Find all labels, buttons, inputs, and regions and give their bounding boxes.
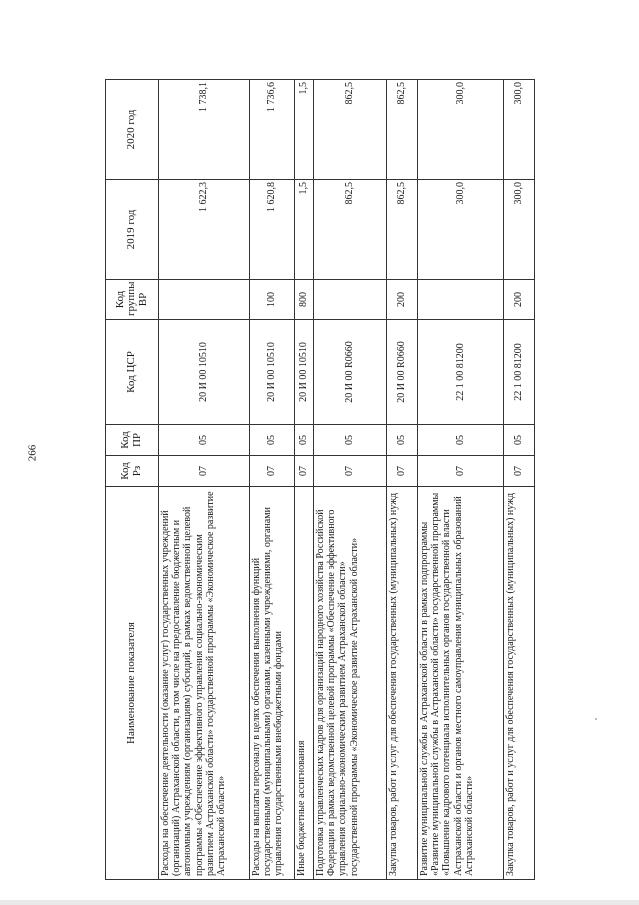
scan-speck	[595, 718, 597, 720]
header-2020: 2020 год	[106, 80, 159, 180]
row-pr: 05	[295, 425, 314, 456]
row-pr: 05	[387, 425, 418, 456]
row-pr: 05	[250, 425, 295, 456]
header-vr: Код группы ВР	[106, 280, 159, 320]
table-row	[387, 80, 418, 880]
table-row	[314, 80, 387, 880]
row-csr: 22 1 00 81200	[504, 320, 535, 425]
row-vr: 200	[504, 280, 535, 320]
row-2019: 1 622,3	[159, 180, 250, 280]
row-name: Расходы на выплаты персоналу в целях обеспечения выполнения функций государственными (муниципальными) органами, казенными учреждениями, органами управления государственными внебюджетными фондами	[250, 487, 295, 880]
row-2019: 862,5	[387, 180, 418, 280]
row-rz: 07	[418, 456, 504, 487]
table-row	[295, 80, 314, 880]
row-2019: 1,5	[295, 180, 314, 280]
table-row	[418, 80, 504, 880]
table-row	[159, 80, 250, 880]
row-pr: 05	[159, 425, 250, 456]
row-2020: 300,0	[418, 80, 504, 180]
row-pr: 05	[418, 425, 504, 456]
row-rz: 07	[159, 456, 250, 487]
row-2020: 862,5	[387, 80, 418, 180]
row-csr: 20 И 00 10510	[250, 320, 295, 425]
row-vr: 800	[295, 280, 314, 320]
row-2019: 1 620,8	[250, 180, 295, 280]
row-name: Расходы на обеспечение деятельности (оказание услуг) государственных учреждений (организаций) Астраханской области, в том числе на предоставление бюджетным и автономным учреждениям (организациям) субсидий, в рамках ведомственной целевой программы «Обеспечение эффективного управления социально-экономическим развитием Астраханской области» государственной программы «Экономическое развитие Астраханской области»	[159, 487, 250, 880]
row-rz: 07	[250, 456, 295, 487]
row-2019: 300,0	[504, 180, 535, 280]
row-csr: 20 И 00 10510	[159, 320, 250, 425]
row-pr: 05	[314, 425, 387, 456]
row-csr: 20 И 00 R0660	[314, 320, 387, 425]
page-number: 266	[26, 444, 39, 462]
header-name: Наименование показателя	[106, 487, 159, 880]
row-rz: 07	[314, 456, 387, 487]
header-pr: Код ПР	[106, 425, 159, 456]
row-2020: 1,5	[295, 80, 314, 180]
table-row	[504, 80, 535, 880]
header-rz: Код Рз	[106, 456, 159, 487]
rotated-table-container	[105, 80, 605, 880]
row-vr	[314, 280, 387, 320]
row-pr: 05	[504, 425, 535, 456]
row-2020: 300,0	[504, 80, 535, 180]
row-2020: 862,5	[314, 80, 387, 180]
row-name: Закупка товаров, работ и услуг для обеспечения государственных (муниципальных) нужд	[504, 487, 535, 880]
row-vr	[418, 280, 504, 320]
row-vr	[159, 280, 250, 320]
row-rz: 07	[387, 456, 418, 487]
header-2019: 2019 год	[106, 180, 159, 280]
row-2020: 1 738,1	[159, 80, 250, 180]
table-row	[250, 80, 295, 880]
row-rz: 07	[295, 456, 314, 487]
row-2019: 862,5	[314, 180, 387, 280]
row-vr: 200	[387, 280, 418, 320]
row-name: Иные бюджетные ассигнования	[295, 487, 314, 880]
scan-edge	[0, 900, 639, 905]
row-csr: 20 И 00 10510	[295, 320, 314, 425]
header-csr: Код ЦСР	[106, 320, 159, 425]
budget-table	[105, 79, 535, 880]
row-name: Закупка товаров, работ и услуг для обеспечения государственных (муниципальных) нужд	[387, 487, 418, 880]
row-2020: 1 736,6	[250, 80, 295, 180]
row-rz: 07	[504, 456, 535, 487]
row-vr: 100	[250, 280, 295, 320]
row-name: Подготовка управленческих кадров для организаций народного хозяйства Российской Федерации в рамках ведомственной целевой программы «Обеспечение эффективного управления социально-экономическим развитием Астраханской области» государственной программы «Экономическое развитие Астраханской области»	[314, 487, 387, 880]
table-header-row	[106, 80, 159, 880]
row-csr: 20 И 00 R0660	[387, 320, 418, 425]
row-2019: 300,0	[418, 180, 504, 280]
row-csr: 22 1 00 81200	[418, 320, 504, 425]
row-name: Развитие муниципальной службы в Астраханской области в рамках подпрограммы «Развитие муниципальной службы в Астраханской области» государственной программы «Повышение кадрового потенциала исполнительных органов государственной власти Астраханской области и органов местного самоуправления муниципальных образований Астраханской области»	[418, 487, 504, 880]
